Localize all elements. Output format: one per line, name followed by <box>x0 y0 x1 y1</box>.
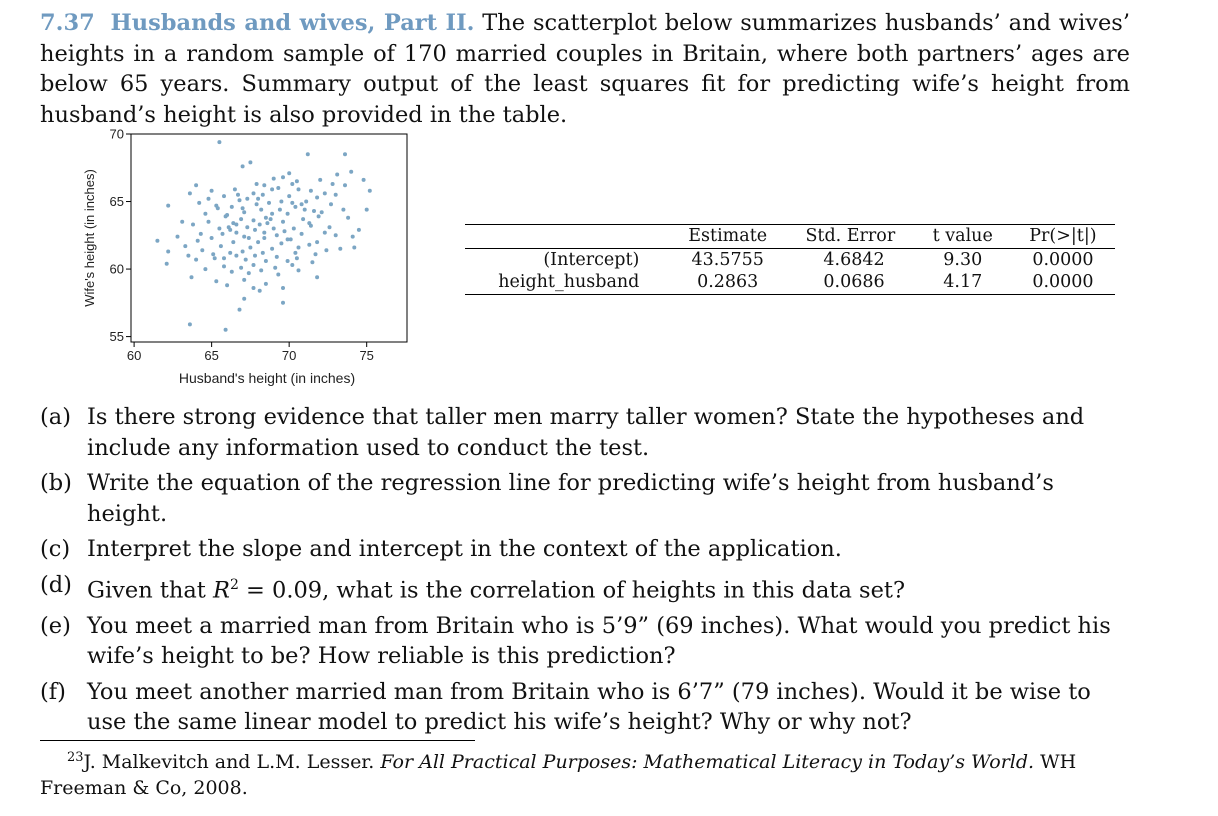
x-tick-label: 60 <box>126 348 142 363</box>
data-point <box>262 231 266 235</box>
data-point <box>261 193 265 197</box>
col-p-value: Pr(>|t|) <box>1029 226 1097 246</box>
data-point <box>338 247 342 251</box>
col-std-error: Std. Error <box>805 226 896 246</box>
data-point <box>310 260 314 264</box>
x-tick-label: 65 <box>204 348 219 363</box>
data-point <box>290 263 294 267</box>
footnote-mark: 23 <box>67 750 84 765</box>
data-point <box>225 283 229 287</box>
data-point <box>346 216 350 220</box>
row-label-height-husband: height_husband <box>498 272 640 292</box>
data-point <box>317 214 321 218</box>
table-header-row <box>465 225 1115 249</box>
data-point <box>222 194 226 198</box>
data-point <box>194 258 198 262</box>
data-point <box>287 194 291 198</box>
data-point <box>252 218 256 222</box>
table-row <box>465 248 1115 271</box>
data-point <box>290 201 294 205</box>
data-point <box>252 263 256 267</box>
row-label-intercept: (Intercept) <box>543 249 640 270</box>
x-axis-label: Husband's height (in inches) <box>178 370 356 386</box>
data-point <box>278 208 282 212</box>
data-point <box>276 186 280 190</box>
data-point <box>259 208 263 212</box>
data-point <box>287 171 291 175</box>
y-tick-label: 70 <box>109 126 124 142</box>
data-point <box>183 244 187 248</box>
data-point <box>281 286 285 290</box>
data-point <box>245 225 249 229</box>
data-point <box>307 243 311 247</box>
data-points <box>155 140 371 332</box>
math-variable: R <box>212 577 230 603</box>
data-point <box>343 183 347 187</box>
data-point <box>241 164 245 168</box>
cell-estimate: 43.5755 <box>691 249 764 270</box>
data-point <box>253 254 257 258</box>
question-label: (d) <box>40 571 72 598</box>
data-point <box>300 232 304 236</box>
footnote-authors: J. Malkevitch and L.M. Lesser. <box>83 751 375 773</box>
data-point <box>323 191 327 195</box>
data-point <box>272 227 276 231</box>
question-text: You meet a married man from Britain who is 5’9” (69 inches). What would you predict his wife’s height to be? How reliable is this prediction? <box>87 612 1111 669</box>
question-item <box>40 468 1132 529</box>
y-tick-label: 55 <box>109 329 124 345</box>
data-point <box>247 271 251 275</box>
data-point <box>262 236 266 240</box>
data-point <box>221 232 225 236</box>
question-text: You meet another married man from Britain who is 6’7” (79 inches). Would it be wise to use the same linear model to predict his wife’s height? Why or why not? <box>87 678 1091 735</box>
data-point <box>314 252 318 256</box>
data-point <box>279 241 283 245</box>
data-point <box>211 252 215 256</box>
data-point <box>155 239 159 243</box>
data-point <box>165 262 169 266</box>
data-point <box>368 189 372 193</box>
data-point <box>295 256 299 260</box>
data-point <box>304 200 308 204</box>
data-point <box>315 275 319 279</box>
data-point <box>292 227 296 231</box>
data-point <box>275 255 279 259</box>
data-point <box>286 259 290 263</box>
col-t-value: t value <box>932 226 993 246</box>
data-point <box>225 213 229 217</box>
data-point <box>213 256 217 260</box>
data-point <box>252 191 256 195</box>
data-point <box>286 212 290 216</box>
data-point <box>259 268 263 272</box>
data-point <box>303 208 307 212</box>
data-point <box>335 173 339 177</box>
question-text: Interpret the slope and intercept in the context of the application. <box>87 536 842 562</box>
data-point <box>247 236 251 240</box>
y-axis <box>110 127 131 345</box>
data-point <box>269 217 273 221</box>
exercise-intro <box>40 8 1130 130</box>
data-point <box>258 223 262 227</box>
plot-frame <box>131 134 407 342</box>
math-exponent: 2 <box>229 576 239 593</box>
data-point <box>214 279 218 283</box>
data-point <box>279 200 283 204</box>
question-item <box>40 611 1132 672</box>
data-point <box>362 178 366 182</box>
x-axis <box>127 342 374 363</box>
data-point <box>166 250 170 254</box>
data-point <box>248 160 252 164</box>
question-text: Is there strong evidence that taller men marry taller women? State the hypotheses and include any information used to conduct the test. <box>87 404 1085 461</box>
data-point <box>239 217 243 221</box>
data-point <box>315 240 319 244</box>
scatterplot <box>76 126 416 388</box>
cell-p-value: 0.0000 <box>1032 249 1094 270</box>
data-point <box>199 232 203 236</box>
question-list <box>40 402 1132 743</box>
data-point <box>343 152 347 156</box>
cell-estimate: 0.2863 <box>697 272 759 292</box>
data-point <box>329 202 333 206</box>
data-point <box>210 236 214 240</box>
question-label: (f) <box>40 678 66 705</box>
data-point <box>241 206 245 210</box>
data-point <box>228 251 232 255</box>
question-label: (b) <box>40 470 72 496</box>
data-point <box>236 193 240 197</box>
cell-t-value: 9.30 <box>943 249 983 270</box>
cell-p-value: 0.0000 <box>1032 272 1094 292</box>
question-item <box>40 534 1132 565</box>
data-point <box>365 208 369 212</box>
data-point <box>252 286 256 290</box>
data-point <box>270 212 274 216</box>
cell-std-error: 0.0686 <box>823 272 885 292</box>
x-tick-label: 70 <box>281 348 297 363</box>
exercise-intro-text: The scatterplot below summarizes husbands’ and wives’ heights in a random sample of 170 married couples in Britain, where both partners’ ages are below 65 years. Summary output of the least squares fit for predicting wife’s height from husband’s height is also provided in the table. <box>40 10 1130 128</box>
data-point <box>217 140 221 144</box>
data-point <box>352 246 356 250</box>
data-point <box>270 187 274 191</box>
data-point <box>242 297 246 301</box>
data-point <box>357 228 361 232</box>
data-point <box>261 251 265 255</box>
data-point <box>306 152 310 156</box>
data-point <box>351 235 355 239</box>
data-point <box>194 183 198 187</box>
data-point <box>248 246 252 250</box>
cell-std-error: 4.6842 <box>823 249 885 270</box>
data-point <box>186 254 190 258</box>
data-point <box>224 328 228 332</box>
data-point <box>166 204 170 208</box>
footnote <box>40 745 1132 801</box>
data-point <box>295 179 299 183</box>
data-point <box>176 235 180 239</box>
data-point <box>320 210 324 214</box>
data-point <box>228 228 232 232</box>
data-point <box>231 240 235 244</box>
data-point <box>214 204 218 208</box>
data-point <box>334 233 338 237</box>
data-point <box>297 268 301 272</box>
data-point <box>297 246 301 250</box>
cell-t-value: 4.17 <box>943 272 983 292</box>
data-point <box>267 201 271 205</box>
table-row <box>465 271 1115 294</box>
data-point <box>323 231 327 235</box>
data-point <box>230 270 234 274</box>
data-point <box>242 278 246 282</box>
x-tick-label: 75 <box>359 348 374 363</box>
data-point <box>270 247 274 251</box>
data-point <box>222 256 226 260</box>
data-point <box>238 198 242 202</box>
data-point <box>281 220 285 224</box>
data-point <box>238 308 242 312</box>
y-tick-label: 65 <box>109 194 124 210</box>
data-point <box>328 225 332 229</box>
footnote-book-title: For All Practical Purposes: Mathematical Literacy in Today’s World. <box>380 751 1035 773</box>
data-point <box>286 237 290 241</box>
data-point <box>262 183 266 187</box>
question-label: (e) <box>40 612 71 639</box>
data-point <box>324 248 328 252</box>
data-point <box>255 202 259 206</box>
data-point <box>258 289 262 293</box>
data-point <box>264 282 268 286</box>
y-axis-label: Wife's height (in inches) <box>82 169 97 307</box>
data-point <box>207 197 211 201</box>
data-point <box>191 223 195 227</box>
data-point <box>312 209 316 213</box>
data-point <box>234 231 238 235</box>
col-estimate: Estimate <box>688 226 768 246</box>
footnote-publisher: WH Freeman & Co, 2008. <box>40 751 1077 799</box>
data-point <box>315 196 319 200</box>
data-point <box>196 239 200 243</box>
data-point <box>234 254 238 258</box>
data-point <box>331 182 335 186</box>
data-point <box>230 205 234 209</box>
data-point <box>234 223 238 227</box>
data-point <box>290 182 294 186</box>
data-point <box>207 220 211 224</box>
data-point <box>188 191 192 195</box>
data-point <box>244 258 248 262</box>
data-point <box>297 187 301 191</box>
data-point <box>301 217 305 221</box>
question-item <box>40 677 1132 738</box>
question-item <box>40 402 1132 463</box>
data-point <box>264 259 268 263</box>
data-point <box>200 248 204 252</box>
exercise-title: Husbands and wives, Part II. <box>110 10 475 36</box>
data-point <box>334 193 338 197</box>
data-point <box>188 322 192 326</box>
question-text-before: Given that <box>87 577 213 603</box>
data-point <box>255 182 259 186</box>
data-point <box>264 216 268 220</box>
data-point <box>318 178 322 182</box>
data-point <box>281 301 285 305</box>
y-tick-label: 60 <box>109 261 124 277</box>
data-point <box>256 240 260 244</box>
data-point <box>245 197 249 201</box>
data-point <box>293 205 297 209</box>
data-point <box>241 250 245 254</box>
data-point <box>275 233 279 237</box>
data-point <box>180 220 184 224</box>
exercise-number: 7.37 <box>40 10 95 36</box>
data-point <box>217 227 221 231</box>
data-point <box>283 229 287 233</box>
question-item <box>40 570 1132 606</box>
data-point <box>272 177 276 181</box>
data-point <box>222 264 226 268</box>
question-label: (a) <box>40 404 71 430</box>
regression-table <box>465 224 1115 295</box>
data-point <box>242 210 246 214</box>
data-point <box>341 208 345 212</box>
table-header-empty <box>465 225 669 249</box>
data-point <box>242 235 246 239</box>
data-point <box>349 170 353 174</box>
data-point <box>190 275 194 279</box>
data-point <box>293 251 297 255</box>
data-point <box>197 201 201 205</box>
data-point <box>253 228 257 232</box>
data-point <box>281 175 285 179</box>
question-text: Write the equation of the regression line for predicting wife’s height from husband’s height. <box>87 470 1054 527</box>
data-point <box>219 244 223 248</box>
question-label: (c) <box>40 536 71 562</box>
data-point <box>239 266 243 270</box>
data-point <box>307 221 311 225</box>
question-text-after: = 0.09, what is the correlation of heights in this data set? <box>238 577 906 603</box>
data-point <box>256 197 260 201</box>
data-point <box>265 221 269 225</box>
data-point <box>273 266 277 270</box>
data-point <box>233 187 237 191</box>
data-point <box>203 267 207 271</box>
data-point <box>210 189 214 193</box>
footnote-rule <box>40 740 475 741</box>
data-point <box>203 212 207 216</box>
data-point <box>300 202 304 206</box>
data-point <box>276 273 280 277</box>
data-point <box>309 189 313 193</box>
